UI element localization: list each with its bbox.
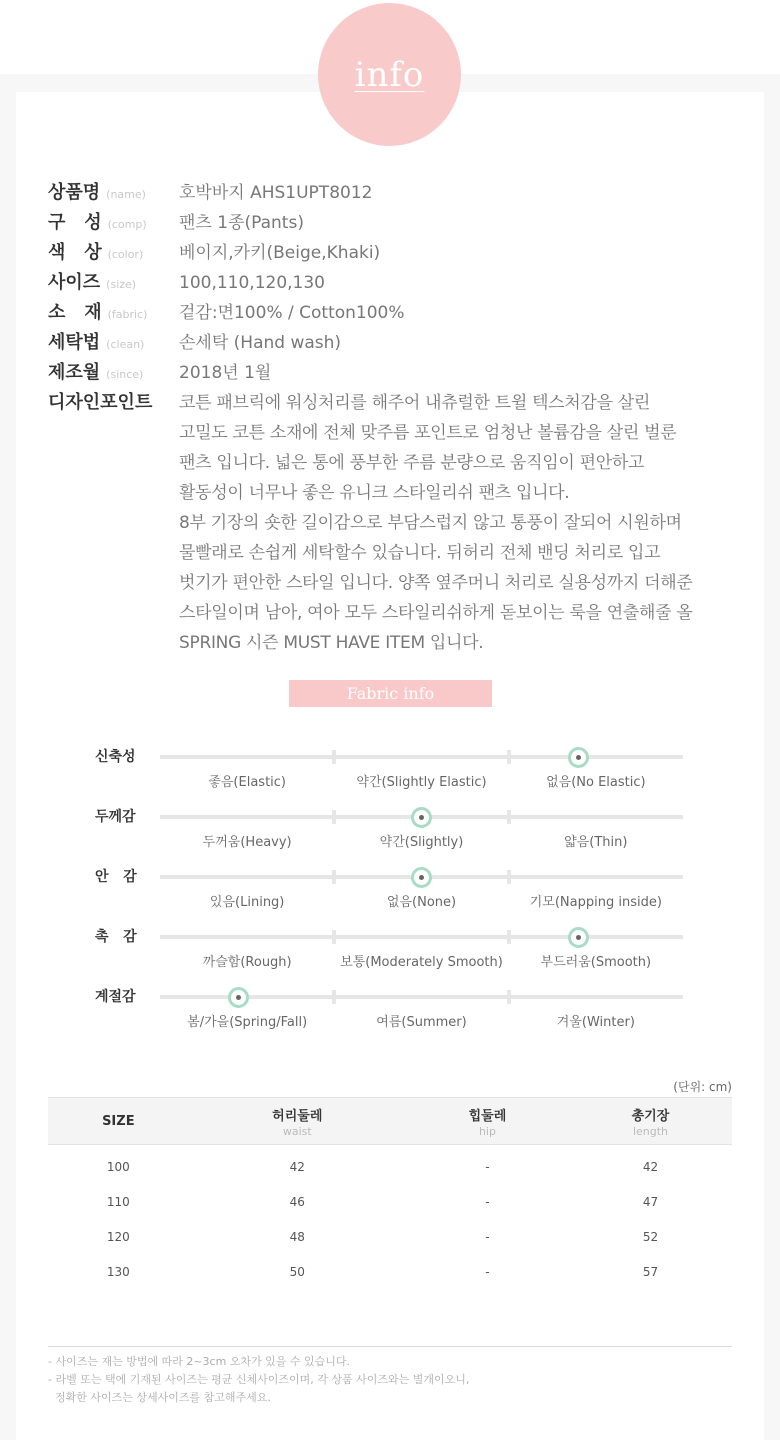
size-table-body xyxy=(48,1145,732,1290)
spec-title: 색 상 xyxy=(48,242,102,263)
scale-option: 좋음(Elastic) xyxy=(208,775,286,790)
spec-title: 제조월 xyxy=(48,362,101,383)
spec-row-design xyxy=(48,388,173,418)
scale-divider xyxy=(332,750,336,764)
spec-value: 호박바지 AHS1UPT8012 xyxy=(179,183,373,203)
scale-option: 있음(Lining) xyxy=(209,895,285,910)
spec-row xyxy=(48,328,341,358)
size-table-header-cell: 힙둘레 hip xyxy=(406,1098,569,1145)
table-cell: 50 xyxy=(289,1264,305,1279)
spec-title: 상품명 xyxy=(48,182,101,203)
table-cell: 110 xyxy=(106,1194,130,1209)
spec-label xyxy=(48,328,173,354)
table-cell: - xyxy=(485,1194,490,1209)
spec-value: 팬츠 1종(Pants) xyxy=(179,213,304,233)
scale-option: 없음(No Elastic) xyxy=(546,775,646,790)
scale-option: 부드러움(Smooth) xyxy=(540,955,652,970)
scale-label: 안 감 xyxy=(95,869,137,885)
spec-sub-label: (comp) xyxy=(107,218,147,231)
table-cell: - xyxy=(485,1159,490,1174)
spec-sub-label: (fabric) xyxy=(107,308,148,321)
scale-option: 두꺼움(Heavy) xyxy=(202,835,292,850)
info-badge xyxy=(318,3,461,146)
table-cell: 42 xyxy=(289,1159,305,1174)
scale-indicator xyxy=(411,807,432,828)
design-line: SPRING 시즌 MUST HAVE ITEM 입니다. xyxy=(179,633,484,653)
scale-option: 겨울(Winter) xyxy=(556,1015,635,1030)
scale-divider xyxy=(507,930,511,944)
spec-title: 세탁법 xyxy=(48,332,101,353)
table-row xyxy=(48,1254,732,1289)
table-cell: 48 xyxy=(289,1229,305,1244)
size-table-header-cell: 허리둘레 waist xyxy=(189,1098,406,1145)
table-cell: - xyxy=(485,1264,490,1279)
table-row xyxy=(48,1184,732,1219)
info-badge-label: info xyxy=(354,54,425,95)
scale-divider xyxy=(332,990,336,1004)
scale-track xyxy=(160,755,683,759)
scale-divider xyxy=(507,990,511,1004)
table-row xyxy=(48,1219,732,1254)
spec-sub-label: (clean) xyxy=(106,338,145,351)
table-cell: 47 xyxy=(642,1194,659,1209)
scale-indicator xyxy=(568,927,589,948)
design-line: 물빨래로 손쉽게 세탁할수 있습니다. 뒤허리 전체 밴딩 처리로 입고 xyxy=(179,543,661,563)
scale-indicator xyxy=(411,867,432,888)
scale-label: 계절감 xyxy=(95,989,136,1005)
size-table xyxy=(48,1097,732,1289)
scale-option: 약간(Slightly Elastic) xyxy=(356,775,487,790)
scale-divider xyxy=(507,810,511,824)
scale-option: 없음(None) xyxy=(386,895,457,910)
table-cell: 46 xyxy=(289,1194,305,1209)
spec-value: 베이지,카키(Beige,Khaki) xyxy=(179,243,381,263)
table-cell: 57 xyxy=(642,1264,659,1279)
scale-divider xyxy=(507,750,511,764)
spec-label xyxy=(48,178,173,204)
design-line: 고밀도 코튼 소재에 전체 맞주름 포인트로 엄청난 볼륨감을 살린 벌룬 xyxy=(179,423,677,443)
spec-label xyxy=(48,208,173,234)
table-cell: 42 xyxy=(642,1159,659,1174)
spec-row xyxy=(48,178,372,208)
spec-label xyxy=(48,268,173,294)
spec-label xyxy=(48,298,173,324)
scale-option: 약간(Slightly) xyxy=(379,835,464,850)
notes-divider xyxy=(48,1346,732,1347)
header-english-label: waist xyxy=(282,1124,312,1138)
scale-indicator xyxy=(228,987,249,1008)
scale-option: 기모(Napping inside) xyxy=(529,895,662,910)
table-cell: 52 xyxy=(642,1229,659,1244)
scale-track xyxy=(160,935,683,939)
spec-sub-label: (name) xyxy=(106,188,146,201)
scale-option: 보통(Moderately Smooth) xyxy=(340,955,503,970)
spec-title: 소 재 xyxy=(48,302,102,323)
spec-value: 100,110,120,130 xyxy=(179,273,326,293)
spec-row xyxy=(48,268,325,298)
scale-option: 여름(Summer) xyxy=(376,1015,467,1030)
scale-divider xyxy=(332,810,336,824)
spec-row xyxy=(48,358,271,388)
table-cell: - xyxy=(485,1229,490,1244)
spec-row xyxy=(48,298,405,328)
scale-option: 봄/가을(Spring/Fall) xyxy=(187,1015,308,1030)
table-cell: 130 xyxy=(106,1264,130,1279)
design-line: 8부 기장의 숏한 길이감으로 부담스럽지 않고 통풍이 잘되어 시원하며 xyxy=(179,513,682,533)
design-line: 코튼 패브릭에 워싱처리를 해주어 내츄럴한 트윌 텍스처감을 살린 xyxy=(179,393,651,413)
fabric-info-title: Fabric info xyxy=(289,680,492,707)
design-line: 스타일이며 남아, 여아 모두 스타일리쉬하게 돋보이는 룩을 연출해줄 올 xyxy=(179,603,693,623)
scale-label: 신축성 xyxy=(95,749,136,765)
table-cell: 100 xyxy=(106,1159,130,1174)
scale-label: 두께감 xyxy=(95,809,136,825)
scale-indicator xyxy=(568,747,589,768)
spec-sub-label: (since) xyxy=(106,368,144,381)
header-english-label: length xyxy=(632,1124,668,1138)
spec-row xyxy=(48,208,304,238)
spec-row xyxy=(48,238,380,268)
spec-label xyxy=(48,358,173,384)
design-line: 벗기가 편안한 스타일 입니다. 양쪽 옆주머니 처리로 실용성까지 더해준 xyxy=(179,573,693,593)
spec-value: 2018년 1월 xyxy=(179,363,272,383)
scale-option: 얇음(Thin) xyxy=(564,835,628,850)
note-line: 정확한 사이즈는 상세사이즈를 참고해주세요. xyxy=(48,1391,271,1404)
spec-label xyxy=(48,238,173,264)
scale-divider xyxy=(332,930,336,944)
table-row xyxy=(48,1145,732,1185)
spec-sub-label: (color) xyxy=(107,248,144,261)
table-cell: 120 xyxy=(106,1229,130,1244)
header-english-label: hip xyxy=(478,1124,496,1138)
spec-sub-label: (size) xyxy=(106,278,137,291)
design-line: 팬츠 입니다. 넓은 통에 풍부한 주름 분량으로 움직임이 편안하고 xyxy=(179,453,645,473)
spec-value: 손세탁 (Hand wash) xyxy=(179,333,342,353)
scale-divider xyxy=(332,870,336,884)
size-table-header-cell: 총기장 length xyxy=(569,1098,732,1145)
size-table-header xyxy=(48,1098,732,1145)
design-line: 활동성이 너무나 좋은 유니크 스타일리쉬 팬츠 입니다. xyxy=(179,483,570,503)
design-point-text xyxy=(179,388,769,658)
spec-title: 사이즈 xyxy=(48,272,101,293)
size-table-header-cell: SIZE xyxy=(48,1098,189,1145)
unit-label: (단위: cm) xyxy=(673,1080,732,1094)
scale-option: 까슬함(Rough) xyxy=(202,955,292,970)
spec-title: 구 성 xyxy=(48,212,102,233)
scale-label: 촉 감 xyxy=(95,929,137,945)
spec-title: 디자인포인트 xyxy=(48,392,153,413)
note-line: - 사이즈는 재는 방법에 따라 2~3cm 오차가 있을 수 있습니다. xyxy=(48,1355,351,1368)
spec-value: 겉감:면100% / Cotton100% xyxy=(179,303,405,323)
scale-divider xyxy=(507,870,511,884)
note-line: - 라벨 또는 택에 기재된 사이즈는 평균 신체사이즈이며, 각 상품 사이즈와는 별개이오니, xyxy=(48,1373,470,1386)
